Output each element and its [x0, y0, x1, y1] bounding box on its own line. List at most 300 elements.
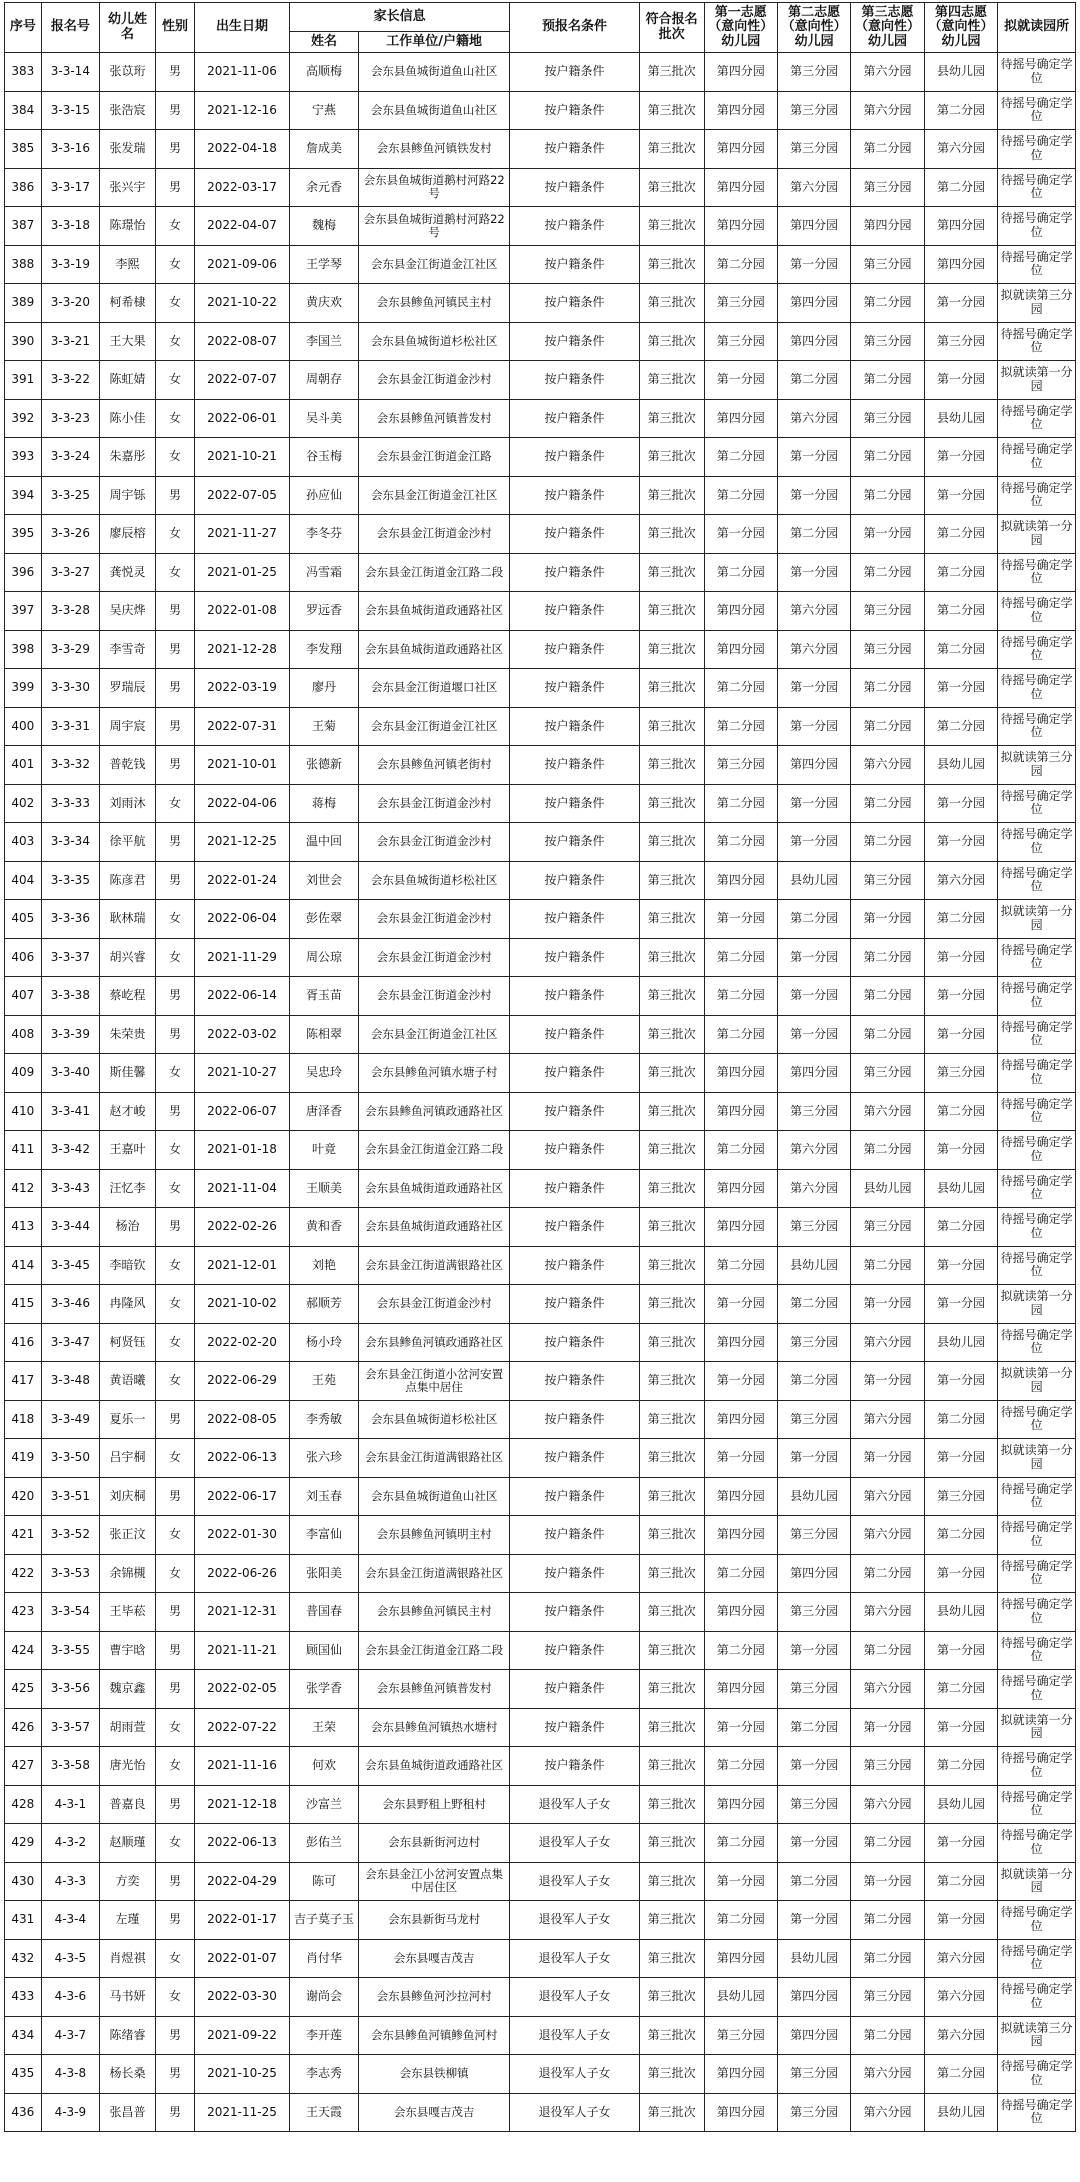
table-row	[5, 2093, 1076, 2132]
cell-gender: 男	[156, 2093, 195, 2132]
cell-batch: 第三批次	[639, 977, 704, 1016]
cell-batch: 第三批次	[639, 399, 704, 438]
cell-choice2: 第四分园	[777, 1554, 850, 1593]
cell-choice1: 第四分园	[704, 630, 777, 669]
cell-condition: 退役军人子女	[510, 2016, 640, 2055]
cell-choice4: 第二分园	[924, 91, 997, 130]
cell-birth-date: 2021-10-02	[194, 1285, 289, 1324]
cell-birth-date: 2022-08-05	[194, 1400, 289, 1439]
cell-seq: 434	[5, 2016, 42, 2055]
cell-gender: 男	[156, 1901, 195, 1940]
cell-birth-date: 2022-07-22	[194, 1708, 289, 1747]
cell-condition: 按户籍条件	[510, 1400, 640, 1439]
cell-condition: 按户籍条件	[510, 669, 640, 708]
cell-parent-work: 会东县金江街道金沙村	[359, 515, 510, 554]
cell-assigned: 待摇号确定学位	[998, 784, 1076, 823]
cell-condition: 退役军人子女	[510, 2093, 640, 2132]
cell-assigned: 待摇号确定学位	[998, 707, 1076, 746]
cell-parent-work: 会东县鲹鱼河镇老街村	[359, 746, 510, 785]
table-row	[5, 438, 1076, 477]
cell-parent-work: 会东县鲹鱼河镇铁发村	[359, 130, 510, 169]
cell-seq: 430	[5, 1862, 42, 1901]
cell-choice3: 第三分园	[851, 1747, 924, 1786]
cell-parent-name: 陈可	[289, 1862, 358, 1901]
cell-birth-date: 2022-04-06	[194, 784, 289, 823]
cell-birth-date: 2022-01-07	[194, 1939, 289, 1978]
cell-seq: 401	[5, 746, 42, 785]
cell-choice4: 第一分园	[924, 438, 997, 477]
cell-child-name: 陈虹婧	[100, 361, 156, 400]
cell-parent-work: 会东县新街马龙村	[359, 1901, 510, 1940]
cell-batch: 第三批次	[639, 1169, 704, 1208]
cell-parent-work: 会东县嘎吉茂吉	[359, 1939, 510, 1978]
cell-choice1: 第四分园	[704, 1400, 777, 1439]
cell-choice2: 县幼儿园	[777, 1477, 850, 1516]
cell-assigned: 拟就读第一分园	[998, 1708, 1076, 1747]
cell-birth-date: 2021-09-22	[194, 2016, 289, 2055]
cell-birth-date: 2022-08-07	[194, 322, 289, 361]
cell-gender: 男	[156, 130, 195, 169]
cell-seq: 429	[5, 1824, 42, 1863]
cell-parent-name: 吴忠玲	[289, 1054, 358, 1093]
table-row	[5, 977, 1076, 1016]
table-header	[5, 3, 1076, 53]
cell-batch: 第三批次	[639, 1939, 704, 1978]
cell-batch: 第三批次	[639, 438, 704, 477]
cell-choice2: 第二分园	[777, 1708, 850, 1747]
cell-condition: 按户籍条件	[510, 823, 640, 862]
cell-seq: 407	[5, 977, 42, 1016]
cell-child-name: 柯希棣	[100, 284, 156, 323]
cell-birth-date: 2022-03-17	[194, 168, 289, 207]
cell-reg-no: 4-3-6	[41, 1978, 99, 2017]
cell-birth-date: 2022-02-26	[194, 1208, 289, 1247]
col-condition: 预报名条件	[510, 3, 640, 53]
cell-choice1: 第一分园	[704, 515, 777, 554]
cell-assigned: 待摇号确定学位	[998, 592, 1076, 631]
cell-gender: 女	[156, 553, 195, 592]
cell-choice4: 第二分园	[924, 1862, 997, 1901]
cell-child-name: 左瑾	[100, 1901, 156, 1940]
cell-choice4: 第六分园	[924, 861, 997, 900]
cell-gender: 男	[156, 669, 195, 708]
cell-gender: 男	[156, 823, 195, 862]
cell-child-name: 普嘉良	[100, 1785, 156, 1824]
cell-parent-name: 吉子莫子玉	[289, 1901, 358, 1940]
cell-parent-work: 会东县鲹鱼河镇水塘子村	[359, 1054, 510, 1093]
cell-parent-name: 李发翔	[289, 630, 358, 669]
cell-choice1: 第二分园	[704, 707, 777, 746]
cell-parent-work: 会东县金江街道金沙村	[359, 784, 510, 823]
cell-child-name: 张发瑞	[100, 130, 156, 169]
cell-choice3: 第六分园	[851, 1323, 924, 1362]
cell-gender: 女	[156, 245, 195, 284]
cell-reg-no: 3-3-49	[41, 1400, 99, 1439]
cell-child-name: 吴庆烨	[100, 592, 156, 631]
cell-choice2: 第一分园	[777, 669, 850, 708]
cell-parent-work: 会东县鱼城街道杉松社区	[359, 861, 510, 900]
cell-choice2: 第四分园	[777, 322, 850, 361]
cell-parent-name: 彭佑兰	[289, 1824, 358, 1863]
cell-gender: 女	[156, 1439, 195, 1478]
cell-birth-date: 2021-11-25	[194, 2093, 289, 2132]
cell-seq: 415	[5, 1285, 42, 1324]
cell-batch: 第三批次	[639, 1862, 704, 1901]
cell-choice2: 第三分园	[777, 1785, 850, 1824]
cell-reg-no: 3-3-39	[41, 1015, 99, 1054]
cell-birth-date: 2022-06-26	[194, 1554, 289, 1593]
cell-parent-work: 会东县鱼城街道政通路社区	[359, 1747, 510, 1786]
cell-assigned: 待摇号确定学位	[998, 1208, 1076, 1247]
cell-child-name: 普乾钱	[100, 746, 156, 785]
cell-birth-date: 2022-01-08	[194, 592, 289, 631]
cell-parent-name: 王学琴	[289, 245, 358, 284]
cell-batch: 第三批次	[639, 91, 704, 130]
col-choice1: 第一志愿（意向性）幼儿园	[704, 3, 777, 53]
cell-assigned: 拟就读第一分园	[998, 900, 1076, 939]
cell-choice1: 第二分园	[704, 938, 777, 977]
cell-choice2: 第一分园	[777, 977, 850, 1016]
cell-gender: 男	[156, 977, 195, 1016]
cell-child-name: 朱荣贵	[100, 1015, 156, 1054]
enrollment-sheet	[4, 2, 1076, 2132]
col-batch: 符合报名批次	[639, 3, 704, 53]
cell-batch: 第三批次	[639, 1323, 704, 1362]
cell-child-name: 柯贤钰	[100, 1323, 156, 1362]
cell-reg-no: 3-3-15	[41, 91, 99, 130]
cell-condition: 按户籍条件	[510, 746, 640, 785]
cell-condition: 按户籍条件	[510, 900, 640, 939]
cell-batch: 第三批次	[639, 476, 704, 515]
cell-birth-date: 2021-11-04	[194, 1169, 289, 1208]
cell-choice2: 第六分园	[777, 1131, 850, 1170]
cell-condition: 按户籍条件	[510, 1747, 640, 1786]
cell-birth-date: 2021-11-29	[194, 938, 289, 977]
cell-parent-work: 会东县鲹鱼河镇民主村	[359, 284, 510, 323]
cell-seq: 396	[5, 553, 42, 592]
cell-choice4: 第一分园	[924, 669, 997, 708]
table-row	[5, 1862, 1076, 1901]
cell-choice1: 第四分园	[704, 1208, 777, 1247]
cell-choice1: 第四分园	[704, 1670, 777, 1709]
cell-reg-no: 4-3-2	[41, 1824, 99, 1863]
cell-condition: 按户籍条件	[510, 784, 640, 823]
cell-choice2: 第二分园	[777, 1285, 850, 1324]
table-row	[5, 1785, 1076, 1824]
cell-choice1: 第二分园	[704, 1554, 777, 1593]
cell-seq: 390	[5, 322, 42, 361]
table-row	[5, 2055, 1076, 2094]
cell-choice3: 第二分园	[851, 1554, 924, 1593]
cell-assigned: 拟就读第一分园	[998, 361, 1076, 400]
cell-choice2: 第一分园	[777, 823, 850, 862]
cell-parent-work: 会东县鲹鱼河镇鲹鱼河村	[359, 2016, 510, 2055]
table-row	[5, 53, 1076, 92]
cell-choice3: 第四分园	[851, 207, 924, 246]
cell-choice4: 第二分园	[924, 900, 997, 939]
cell-batch: 第三批次	[639, 53, 704, 92]
cell-assigned: 拟就读第三分园	[998, 2016, 1076, 2055]
cell-assigned: 拟就读第一分园	[998, 1362, 1076, 1401]
cell-choice4: 第一分园	[924, 361, 997, 400]
cell-gender: 男	[156, 1400, 195, 1439]
cell-choice1: 第一分园	[704, 900, 777, 939]
cell-condition: 按户籍条件	[510, 1477, 640, 1516]
col-gender: 性别	[156, 3, 195, 53]
cell-birth-date: 2021-11-06	[194, 53, 289, 92]
cell-birth-date: 2021-11-21	[194, 1631, 289, 1670]
cell-reg-no: 3-3-18	[41, 207, 99, 246]
cell-choice4: 第二分园	[924, 168, 997, 207]
cell-gender: 男	[156, 1092, 195, 1131]
cell-seq: 394	[5, 476, 42, 515]
cell-parent-name: 王天霞	[289, 2093, 358, 2132]
cell-choice1: 第四分园	[704, 1593, 777, 1632]
cell-seq: 411	[5, 1131, 42, 1170]
cell-parent-name: 张德新	[289, 746, 358, 785]
cell-birth-date: 2021-12-25	[194, 823, 289, 862]
cell-choice2: 第一分园	[777, 476, 850, 515]
cell-seq: 391	[5, 361, 42, 400]
cell-choice2: 第一分园	[777, 707, 850, 746]
cell-assigned: 拟就读第一分园	[998, 515, 1076, 554]
cell-parent-name: 唐泽香	[289, 1092, 358, 1131]
cell-parent-work: 会东县鱼城街道政通路社区	[359, 1169, 510, 1208]
cell-child-name: 耿林瑞	[100, 900, 156, 939]
cell-condition: 按户籍条件	[510, 977, 640, 1016]
cell-parent-work: 会东县金江街道金江社区	[359, 1015, 510, 1054]
cell-child-name: 黄语曦	[100, 1362, 156, 1401]
cell-condition: 按户籍条件	[510, 361, 640, 400]
cell-reg-no: 3-3-47	[41, 1323, 99, 1362]
cell-choice4: 第一分园	[924, 784, 997, 823]
cell-choice1: 第三分园	[704, 322, 777, 361]
cell-child-name: 曹宇晗	[100, 1631, 156, 1670]
cell-choice2: 第三分园	[777, 2055, 850, 2094]
col-reg-no: 报名号	[41, 3, 99, 53]
cell-choice4: 县幼儿园	[924, 1169, 997, 1208]
cell-choice1: 第二分园	[704, 823, 777, 862]
cell-batch: 第三批次	[639, 1747, 704, 1786]
col-choice4: 第四志愿（意向性）幼儿园	[924, 3, 997, 53]
cell-reg-no: 3-3-28	[41, 592, 99, 631]
cell-parent-name: 魏梅	[289, 207, 358, 246]
cell-choice1: 第二分园	[704, 1747, 777, 1786]
cell-parent-name: 普国春	[289, 1593, 358, 1632]
cell-assigned: 待摇号确定学位	[998, 1246, 1076, 1285]
cell-child-name: 赵才峻	[100, 1092, 156, 1131]
cell-parent-work: 会东县铁柳镇	[359, 2055, 510, 2094]
col-parent-work: 工作单位/户籍地	[359, 32, 510, 53]
cell-child-name: 杨长桑	[100, 2055, 156, 2094]
cell-parent-work: 会东县金江街道金沙村	[359, 361, 510, 400]
cell-birth-date: 2022-01-30	[194, 1516, 289, 1555]
cell-reg-no: 3-3-44	[41, 1208, 99, 1247]
table-row	[5, 1631, 1076, 1670]
cell-parent-name: 黄庆欢	[289, 284, 358, 323]
cell-choice1: 第二分园	[704, 1131, 777, 1170]
table-row	[5, 1054, 1076, 1093]
cell-parent-work: 会东县金江街道金沙村	[359, 900, 510, 939]
cell-batch: 第三批次	[639, 592, 704, 631]
cell-assigned: 待摇号确定学位	[998, 130, 1076, 169]
cell-choice4: 第一分园	[924, 977, 997, 1016]
cell-choice3: 第一分园	[851, 1362, 924, 1401]
cell-choice1: 第四分园	[704, 2093, 777, 2132]
cell-seq: 436	[5, 2093, 42, 2132]
cell-gender: 男	[156, 861, 195, 900]
cell-choice4: 第二分园	[924, 1208, 997, 1247]
cell-parent-name: 叶竟	[289, 1131, 358, 1170]
cell-parent-name: 张学香	[289, 1670, 358, 1709]
cell-reg-no: 3-3-34	[41, 823, 99, 862]
cell-seq: 402	[5, 784, 42, 823]
cell-child-name: 张昌普	[100, 2093, 156, 2132]
cell-reg-no: 3-3-16	[41, 130, 99, 169]
cell-birth-date: 2021-10-22	[194, 284, 289, 323]
cell-reg-no: 4-3-1	[41, 1785, 99, 1824]
cell-assigned: 待摇号确定学位	[998, 1901, 1076, 1940]
cell-reg-no: 3-3-24	[41, 438, 99, 477]
cell-parent-name: 李富仙	[289, 1516, 358, 1555]
cell-choice2: 第六分园	[777, 399, 850, 438]
table-row	[5, 1285, 1076, 1324]
cell-choice3: 第二分园	[851, 1939, 924, 1978]
cell-choice1: 第二分园	[704, 553, 777, 592]
cell-choice3: 第二分园	[851, 669, 924, 708]
cell-birth-date: 2022-01-17	[194, 1901, 289, 1940]
cell-choice1: 第一分园	[704, 1285, 777, 1324]
cell-child-name: 龚悦灵	[100, 553, 156, 592]
cell-seq: 400	[5, 707, 42, 746]
cell-reg-no: 3-3-37	[41, 938, 99, 977]
cell-condition: 按户籍条件	[510, 630, 640, 669]
cell-gender: 男	[156, 592, 195, 631]
cell-child-name: 方奕	[100, 1862, 156, 1901]
cell-assigned: 待摇号确定学位	[998, 1092, 1076, 1131]
cell-assigned: 待摇号确定学位	[998, 861, 1076, 900]
cell-reg-no: 3-3-31	[41, 707, 99, 746]
cell-condition: 按户籍条件	[510, 1554, 640, 1593]
cell-choice1: 第四分园	[704, 1516, 777, 1555]
table-row	[5, 861, 1076, 900]
cell-reg-no: 3-3-33	[41, 784, 99, 823]
cell-child-name: 冉隆风	[100, 1285, 156, 1324]
cell-parent-work: 会东县鱼城街道政通路社区	[359, 592, 510, 631]
cell-choice4: 县幼儿园	[924, 1593, 997, 1632]
cell-condition: 退役军人子女	[510, 1939, 640, 1978]
cell-condition: 按户籍条件	[510, 438, 640, 477]
cell-child-name: 肖煜祺	[100, 1939, 156, 1978]
cell-choice4: 第一分园	[924, 823, 997, 862]
cell-child-name: 李雪奇	[100, 630, 156, 669]
cell-parent-name: 冯雪霜	[289, 553, 358, 592]
cell-reg-no: 3-3-22	[41, 361, 99, 400]
cell-condition: 退役军人子女	[510, 1978, 640, 2017]
cell-seq: 410	[5, 1092, 42, 1131]
col-parent-name: 姓名	[289, 32, 358, 53]
cell-choice2: 第三分园	[777, 1323, 850, 1362]
cell-batch: 第三批次	[639, 1516, 704, 1555]
cell-reg-no: 3-3-40	[41, 1054, 99, 1093]
cell-choice2: 第一分园	[777, 1015, 850, 1054]
cell-reg-no: 3-3-29	[41, 630, 99, 669]
cell-parent-name: 蒋梅	[289, 784, 358, 823]
cell-assigned: 待摇号确定学位	[998, 1554, 1076, 1593]
cell-choice4: 第二分园	[924, 592, 997, 631]
cell-choice4: 县幼儿园	[924, 1323, 997, 1362]
cell-batch: 第三批次	[639, 2055, 704, 2094]
cell-gender: 女	[156, 1131, 195, 1170]
cell-child-name: 吕宇桐	[100, 1439, 156, 1478]
cell-choice4: 第一分园	[924, 1362, 997, 1401]
cell-child-name: 胡雨萱	[100, 1708, 156, 1747]
cell-choice1: 第二分园	[704, 245, 777, 284]
cell-child-name: 张苡珩	[100, 53, 156, 92]
cell-batch: 第三批次	[639, 1054, 704, 1093]
cell-child-name: 廖辰榕	[100, 515, 156, 554]
cell-choice2: 县幼儿园	[777, 861, 850, 900]
cell-assigned: 待摇号确定学位	[998, 2055, 1076, 2094]
cell-seq: 393	[5, 438, 42, 477]
enrollment-table	[4, 2, 1076, 2132]
cell-seq: 424	[5, 1631, 42, 1670]
cell-choice1: 第二分园	[704, 476, 777, 515]
cell-choice4: 第三分园	[924, 322, 997, 361]
cell-child-name: 陈绪睿	[100, 2016, 156, 2055]
cell-child-name: 李暗钦	[100, 1246, 156, 1285]
cell-seq: 387	[5, 207, 42, 246]
cell-assigned: 待摇号确定学位	[998, 1978, 1076, 2017]
cell-condition: 按户籍条件	[510, 1092, 640, 1131]
cell-batch: 第三批次	[639, 1246, 704, 1285]
table-row	[5, 1708, 1076, 1747]
cell-gender: 男	[156, 746, 195, 785]
cell-child-name: 夏乐一	[100, 1400, 156, 1439]
col-seq: 序号	[5, 3, 42, 53]
cell-choice3: 第六分园	[851, 1785, 924, 1824]
cell-child-name: 王毕菘	[100, 1593, 156, 1632]
cell-choice2: 第二分园	[777, 1862, 850, 1901]
cell-parent-name: 温中回	[289, 823, 358, 862]
cell-parent-work: 会东县鲹鱼河镇民主村	[359, 1593, 510, 1632]
cell-choice4: 第二分园	[924, 1400, 997, 1439]
cell-child-name: 魏京鑫	[100, 1670, 156, 1709]
cell-gender: 男	[156, 1862, 195, 1901]
cell-choice3: 第一分园	[851, 1439, 924, 1478]
table-row	[5, 130, 1076, 169]
cell-reg-no: 3-3-20	[41, 284, 99, 323]
cell-choice4: 第二分园	[924, 2055, 997, 2094]
cell-choice2: 第三分园	[777, 2093, 850, 2132]
cell-condition: 按户籍条件	[510, 1054, 640, 1093]
cell-choice1: 第四分园	[704, 1477, 777, 1516]
table-row	[5, 515, 1076, 554]
cell-seq: 384	[5, 91, 42, 130]
cell-batch: 第三批次	[639, 245, 704, 284]
cell-seq: 435	[5, 2055, 42, 2094]
cell-seq: 423	[5, 1593, 42, 1632]
table-row	[5, 1208, 1076, 1247]
cell-condition: 按户籍条件	[510, 1670, 640, 1709]
cell-choice1: 第三分园	[704, 746, 777, 785]
cell-parent-work: 会东县野租上野租村	[359, 1785, 510, 1824]
cell-choice2: 县幼儿园	[777, 1246, 850, 1285]
cell-child-name: 刘庆桐	[100, 1477, 156, 1516]
table-row	[5, 1901, 1076, 1940]
cell-condition: 退役军人子女	[510, 1862, 640, 1901]
cell-batch: 第三批次	[639, 168, 704, 207]
